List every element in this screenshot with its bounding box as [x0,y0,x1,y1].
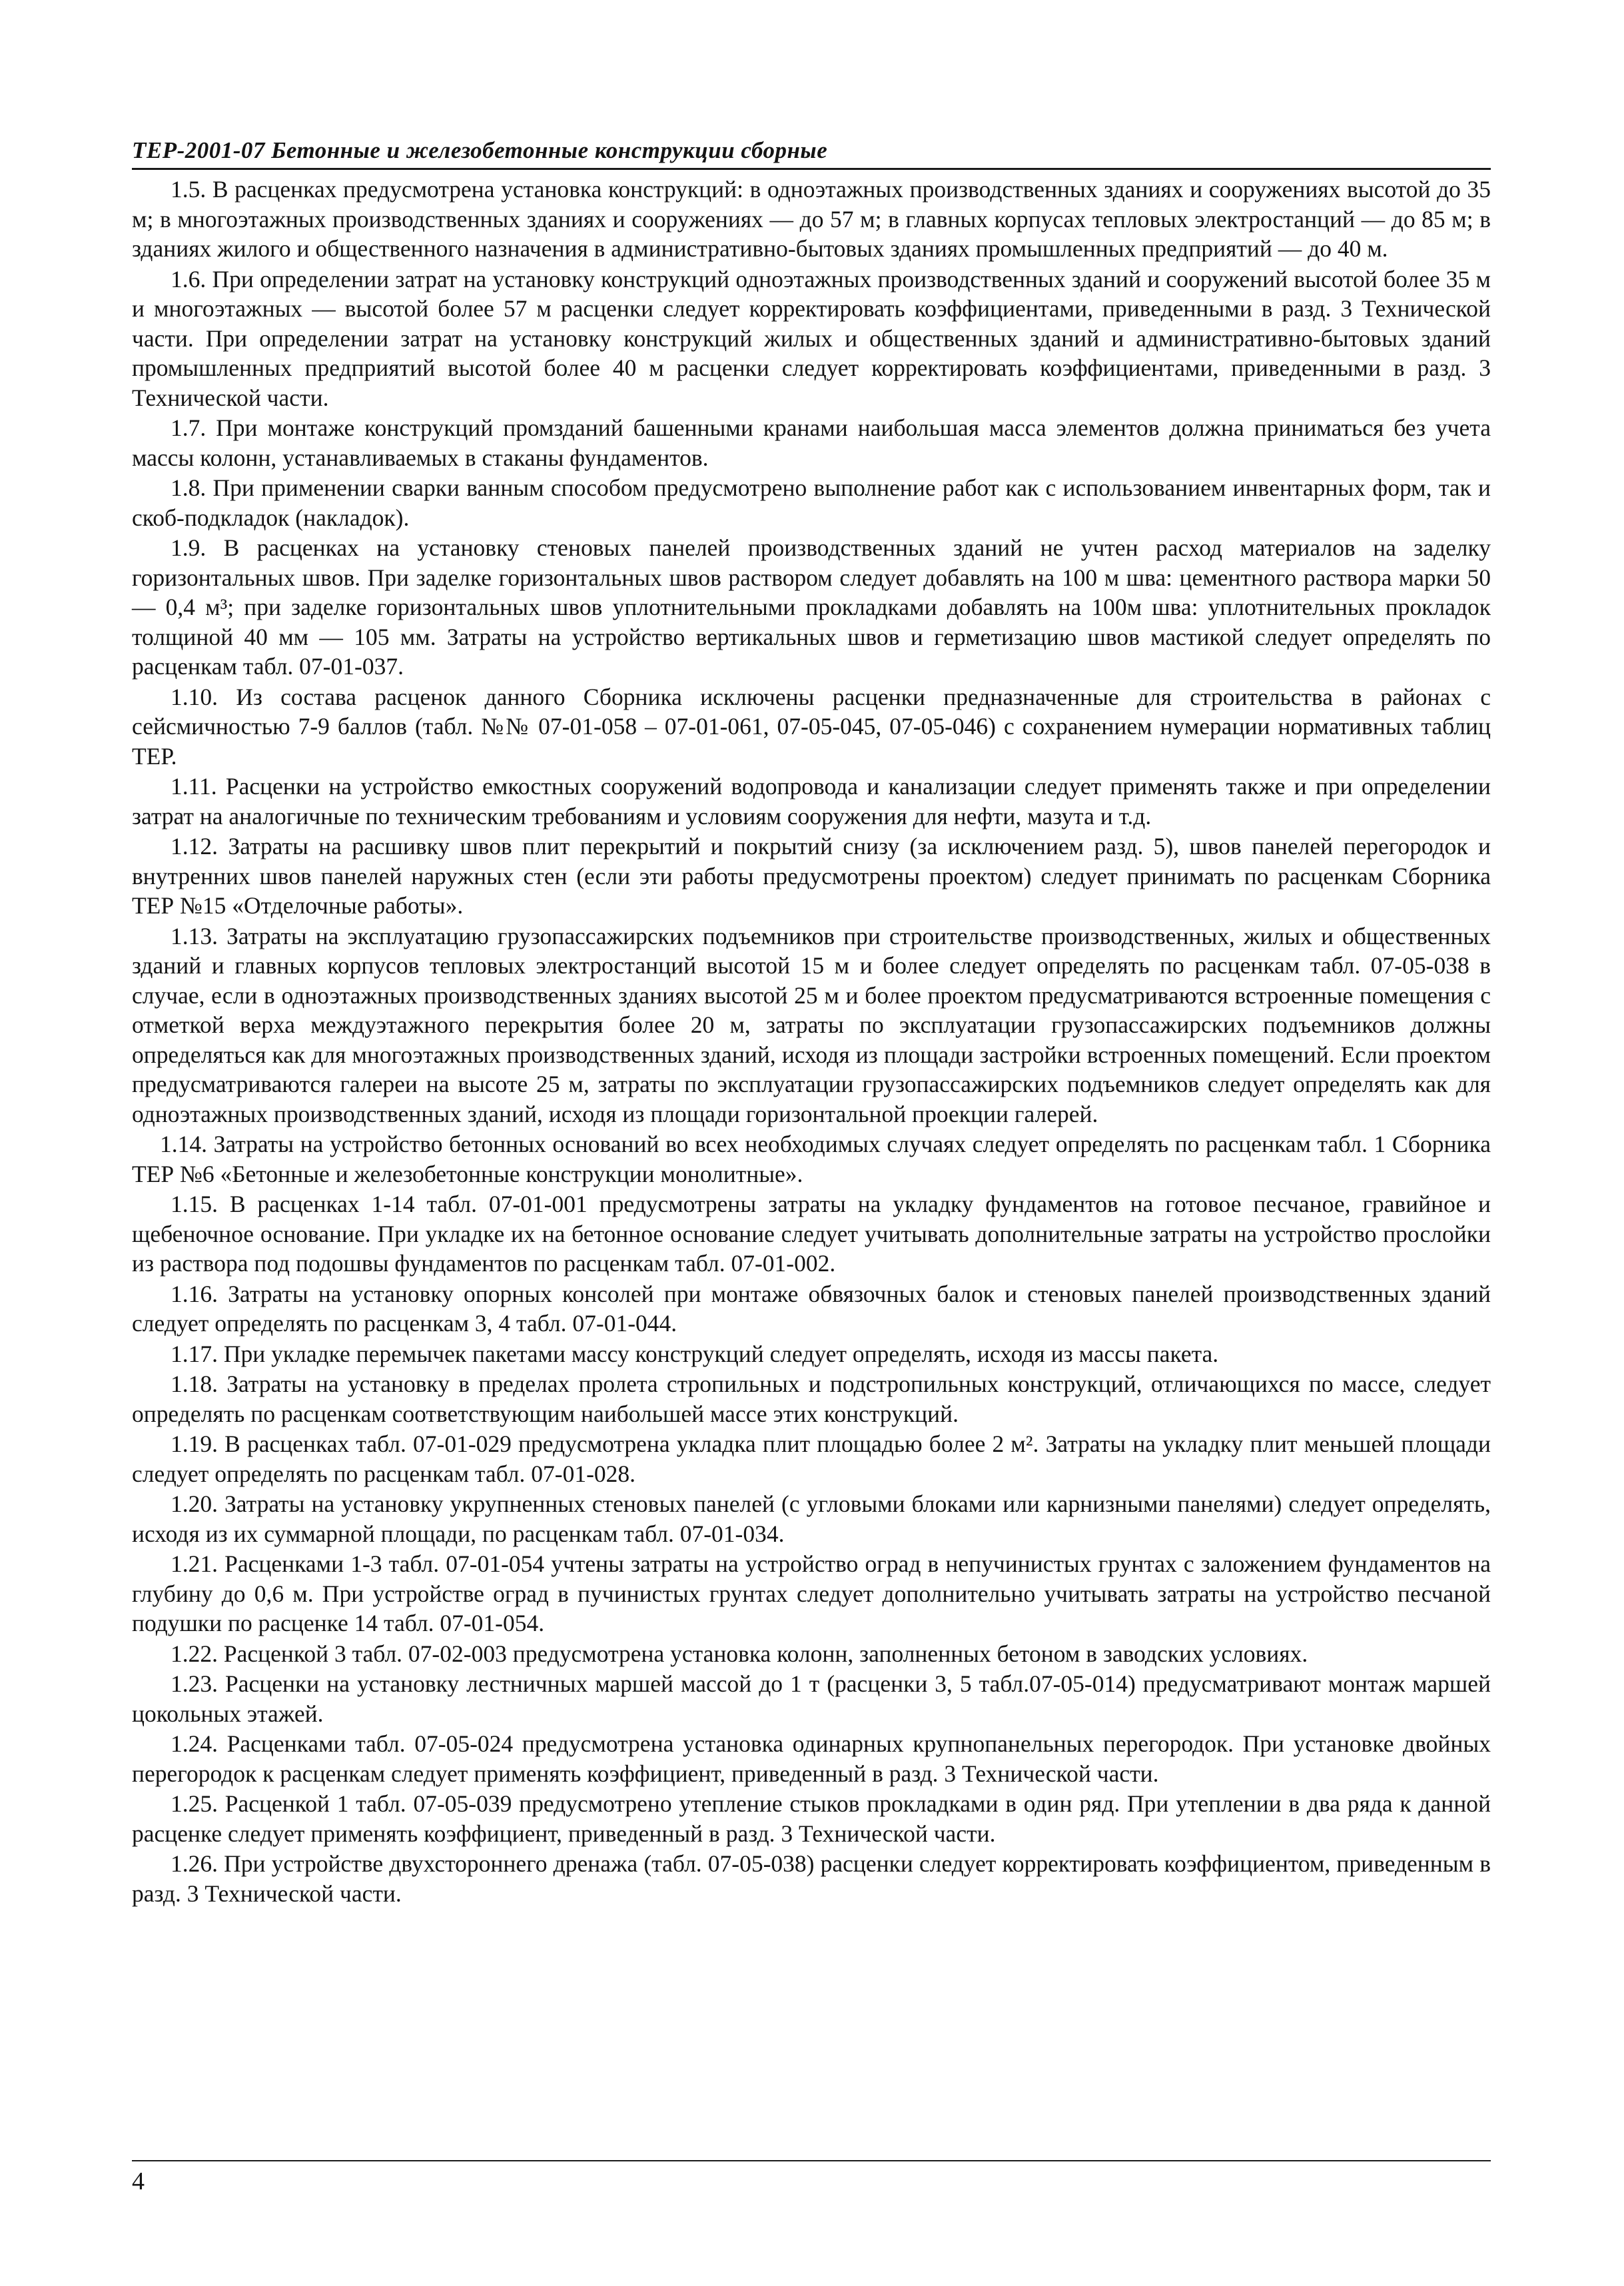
paragraph-1-8: 1.8. При применении сварки ванным способом предусмотрено выполнение работ как с использованием инвентарных форм, так и скоб-подкладок (накладок). [132,474,1491,531]
header-rule [132,168,1491,170]
paragraph-1-17: 1.17. При укладке перемычек пакетами массу конструкций следует определять, исходя из массы пакета. [171,1340,1219,1367]
page-number: 4 [132,2167,145,2195]
paragraph-1-18: 1.18. Затраты на установку в пределах пролета стропильных и подстропильных конструкций, отличающихся по массе, следует определять по расценкам соответствующим наибольшей массе этих конструкций. [132,1371,1491,1427]
paragraph-1-25: 1.25. Расценкой 1 табл. 07-05-039 предусмотрено утепление стыков прокладками в один ряд. При утеплении в два ряда к данной расценке следует применять коэффициент, приведенный в разд. 3 Технической части. [132,1790,1491,1847]
paragraph-1-9: 1.9. В расценках на установку стеновых панелей производственных зданий не учтен расход материалов на заделку горизонтальных швов. При заделке горизонтальных швов раствором следует добавлять на 100 м шва: цементного раствора марки 50 — 0,4 м³; при заделке горизонтальных швов уплотнительными прокладками добавлять на 100м шва: уплотнительных прокладок толщиной 40 мм — 105 мм. Затраты на устройство вертикальных швов и герметизацию швов мастикой следует определять по расценкам табл. 07-01-037. [132,534,1491,680]
paragraph-1-10: 1.10. Из состава расценок данного Сборника исключены расценки предназначенные для строительства в районах с сейсмичностью 7-9 баллов (табл. №№ 07-01-058 – 07-01-061, 07-05-045, 07-05-046) с сохранением нумерации нормативных таблиц ТЕР. [132,683,1491,770]
paragraph-1-6: 1.6. При определении затрат на установку конструкций одноэтажных производственных зданий и сооружений высотой более 35 м и многоэтажных — высотой более 57 м расценки следует корректировать коэффициентами, приведенными в разд. 3 Технической части. При определении затрат на установку конструкций жилых и общественных зданий и административно-бытовых зданий промышленных предприятий высотой более 40 м расценки следует корректировать коэффициентами, приведенными в разд. 3 Технической части. [132,265,1491,411]
paragraph-1-21: 1.21. Расценками 1-3 табл. 07-01-054 учтены затраты на устройство оград в непучинистых грунтах с заложением фундаментов на глубину до 0,6 м. При устройстве оград в пучинистых грунтах следует дополнительно учитывать затраты на устройство песчаной подушки по расценке 14 табл. 07-01-054. [132,1550,1491,1636]
paragraph-1-7: 1.7. При монтаже конструкций промзданий башенными кранами наибольшая масса элементов должна приниматься без учета массы колонн, устанавливаемых в стаканы фундаментов. [132,414,1491,471]
paragraph-1-11: 1.11. Расценки на устройство емкостных сооружений водопровода и канализации следует применять также и при определении затрат на аналогичные по техническим требованиям и условиям сооружения для нефти, мазута и т.д. [132,773,1491,830]
paragraph-1-14: 1.14. Затраты на устройство бетонных оснований во всех необходимых случаях следует определять по расценкам табл. 1 Сборника ТЕР №6 «Бетонные и железобетонные конструкции монолитные». [132,1131,1491,1187]
paragraph-1-15: 1.15. В расценках 1-14 табл. 07-01-001 предусмотрены затраты на укладку фундаментов на готовое песчаное, гравийное и щебеночное основание. При укладке их на бетонное основание следует учитывать дополнительные затраты на устройство прослойки из раствора под подошвы фундаментов по расценкам табл. 07-01-002. [132,1191,1491,1277]
paragraph-1-16: 1.16. Затраты на установку опорных консолей при монтаже обвязочных балок и стеновых панелей производственных зданий следует определять по расценкам 3, 4 табл. 07-01-044. [132,1280,1491,1337]
footer-rule [132,2160,1491,2161]
paragraph-1-5: 1.5. В расценках предусмотрена установка конструкций: в одноэтажных производственных зданиях и сооружениях высотой до 35 м; в многоэтажных производственных зданиях и сооружениях — до 57 м; в главных корпусах тепловых электростанций — до 85 м; в зданиях жилого и общественного назначения в административно-бытовых зданиях промышленных предприятий — до 40 м. [132,176,1491,262]
paragraph-1-22: 1.22. Расценкой 3 табл. 07-02-003 предусмотрена установка колонн, заполненных бетоном в заводских условиях. [171,1640,1308,1667]
paragraph-1-23: 1.23. Расценки на установку лестничных маршей массой до 1 т (расценки 3, 5 табл.07-05-014) предусматривают монтаж маршей цокольных этажей. [132,1670,1491,1727]
paragraph-1-19: 1.19. В расценках табл. 07-01-029 предусмотрена укладка плит площадью более 2 м². Затраты на укладку плит меньшей площади следует определять по расценкам табл. 07-01-028. [132,1430,1491,1487]
paragraph-1-20: 1.20. Затраты на установку укрупненных стеновых панелей (с угловыми блоками или карнизными панелями) следует определять, исходя из их суммарной площади, по расценкам табл. 07-01-034. [132,1490,1491,1547]
paragraph-1-26: 1.26. При устройстве двухстороннего дренажа (табл. 07-05-038) расценки следует корректировать коэффициентом, приведенным в разд. 3 Технической части. [132,1850,1491,1907]
paragraph-1-24: 1.24. Расценками табл. 07-05-024 предусмотрена установка одинарных крупнопанельных перегородок. При установке двойных перегородок к расценкам следует применять коэффициент, приведенный в разд. 3 Технической части. [132,1730,1491,1787]
document-body [132,175,1491,1909]
paragraph-1-13: 1.13. Затраты на эксплуатацию грузопассажирских подъемников при строительстве производственных, жилых и общественных зданий и главных корпусов тепловых электростанций высотой 15 м и более следует определять по расценкам табл. 07-05-038 в случае, если в одноэтажных производственных зданиях высотой 25 м и более проектом предусматриваются встроенные помещения с отметкой верха междуэтажного перекрытия более 20 м, затраты по эксплуатации грузопассажирских подъемников должны определяться как для многоэтажных производственных зданий, исходя из площади застройки встроенных помещений. Если проектом предусматриваются галереи на высоте 25 м, затраты по эксплуатации грузопассажирских подъемников следует определять как для одноэтажных производственных зданий, исходя из площади горизонтальной проекции галерей. [132,922,1491,1127]
paragraph-1-12: 1.12. Затраты на расшивку швов плит перекрытий и покрытий снизу (за исключением разд. 5), швов панелей перегородок и внутренних швов панелей наружных стен (если эти работы предусмотрены проектом) следует принимать по расценкам Сборника ТЕР №15 «Отделочные работы». [132,833,1491,919]
running-header: ТЕР-2001-07 Бетонные и железобетонные конструкции сборные [132,137,828,163]
